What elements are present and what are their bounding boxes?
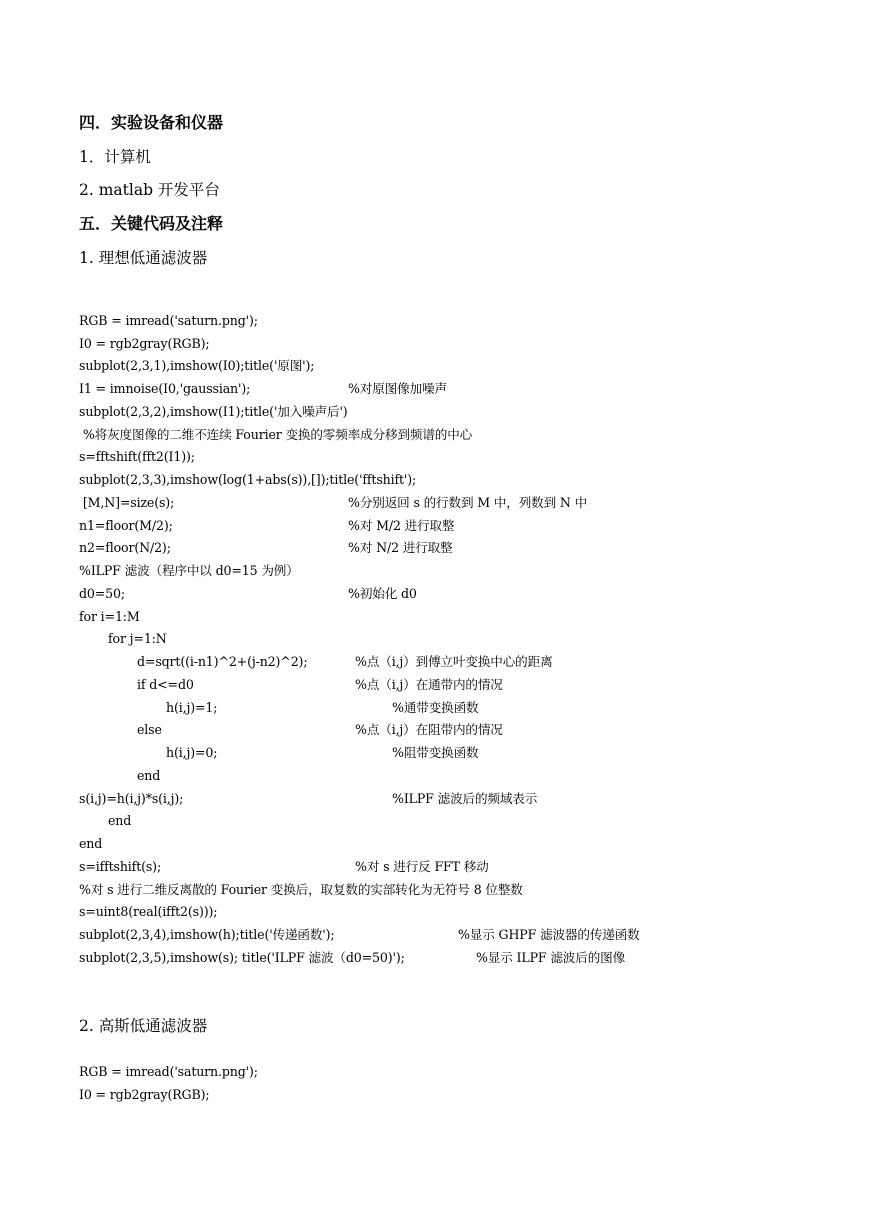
code-line: else (137, 722, 162, 737)
code-line: end (79, 836, 103, 851)
code-line: for i=1:M (79, 609, 140, 624)
code-line: RGB = imread('saturn.png'); (79, 1064, 258, 1079)
code-line: end (108, 813, 132, 828)
code-comment: %显示 GHPF 滤波器的传递函数 (458, 927, 640, 942)
code-line: I0 = rgb2gray(RGB); (79, 336, 210, 351)
subsection-gaussian-lowpass: 2. 高斯低通滤波器 (79, 1017, 208, 1035)
code-comment: %点（i,j）到傅立叶变换中心的距离 (355, 654, 553, 669)
code-comment: %ILPF 滤波（程序中以 d0=15 为例） (79, 563, 299, 578)
section-heading-equipment: 四．实验设备和仪器 (79, 113, 224, 132)
code-line: n1=floor(M/2); (79, 518, 173, 533)
code-comment: %对原图像加噪声 (348, 381, 447, 396)
code-line: I1 = imnoise(I0,'gaussian'); (79, 381, 251, 396)
code-line: subplot(2,3,3),imshow(log(1+abs(s)),[]);title('fftshift'); (79, 472, 417, 487)
code-comment: %分别返回 s 的行数到 M 中，列数到 N 中 (348, 495, 588, 510)
code-comment: %显示 ILPF 滤波后的图像 (476, 950, 626, 965)
code-line: RGB = imread('saturn.png'); (79, 313, 258, 328)
code-line: h(i,j)=0; (166, 745, 218, 760)
code-line: subplot(2,3,5),imshow(s); title('ILPF 滤波（d0=50)'); (79, 950, 405, 965)
code-line: s(i,j)=h(i,j)*s(i,j); (79, 791, 184, 806)
code-comment: %通带变换函数 (392, 700, 479, 715)
section-heading-code: 五．关键代码及注释 (79, 214, 224, 233)
code-line: subplot(2,3,4),imshow(h);title('传递函数'); (79, 927, 335, 942)
equipment-item-computer: 1．计算机 (79, 148, 151, 166)
code-line: s=fftshift(fft2(I1)); (79, 449, 195, 464)
code-line: s=uint8(real(ifft2(s))); (79, 904, 218, 919)
code-comment: %阻带变换函数 (392, 745, 479, 760)
equipment-item-matlab: 2. matlab 开发平台 (79, 181, 220, 199)
code-line: subplot(2,3,2),imshow(I1);title('加入噪声后') (79, 404, 348, 419)
code-comment: %对 s 进行二维反离散的 Fourier 变换后，取复数的实部转化为无符号 8 位整数 (79, 882, 523, 897)
code-comment: %对 s 进行反 FFT 移动 (355, 859, 489, 874)
code-comment: %ILPF 滤波后的频域表示 (392, 791, 538, 806)
code-line: if d<=d0 (137, 677, 194, 692)
code-line: for j=1:N (108, 631, 167, 646)
code-line: I0 = rgb2gray(RGB); (79, 1087, 210, 1102)
code-comment: %对 M/2 进行取整 (348, 518, 455, 533)
subsection-ideal-lowpass: 1. 理想低通滤波器 (79, 249, 208, 267)
code-comment: %点（i,j）在通带内的情况 (355, 677, 503, 692)
code-line: s=ifftshift(s); (79, 859, 162, 874)
code-comment: %对 N/2 进行取整 (348, 540, 453, 555)
code-line: subplot(2,3,1),imshow(I0);title('原图'); (79, 358, 315, 373)
code-line: [M,N]=size(s); (79, 495, 175, 510)
code-comment: %将灰度图像的二维不连续 Fourier 变换的零频率成分移到频谱的中心 (79, 427, 473, 442)
code-line: d0=50; (79, 586, 125, 601)
code-line: d=sqrt((i-n1)^2+(j-n2)^2); (137, 654, 308, 669)
code-comment: %初始化 d0 (348, 586, 417, 601)
code-line: end (137, 768, 161, 783)
code-line: n2=floor(N/2); (79, 540, 171, 555)
code-line: h(i,j)=1; (166, 700, 218, 715)
code-comment: %点（i,j）在阻带内的情况 (355, 722, 503, 737)
